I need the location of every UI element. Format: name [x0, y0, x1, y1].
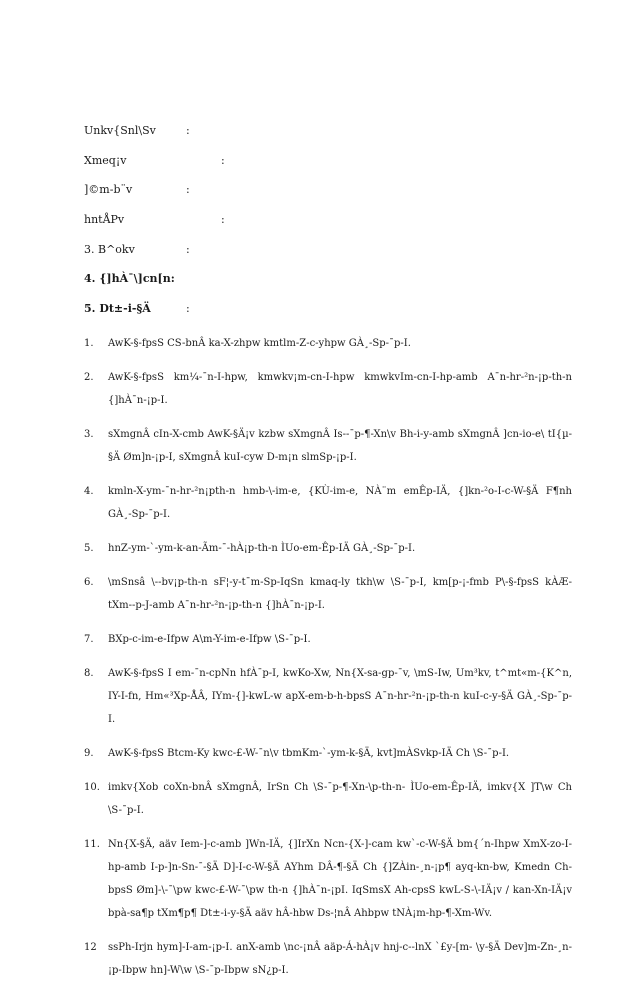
field-6: [84, 272, 175, 286]
list-item: [84, 742, 572, 765]
objectives-list: [84, 332, 572, 993]
list-item: [84, 628, 572, 651]
list-item: [84, 366, 572, 412]
item-text: kmln-X-ym-¯n-hr-²n¡pth-n hmb-\-im-e, {KÙ-im-e, NÀ¨m emÊp-IÄ, {]kn-²o-I-c-W-§Ä F¶nh GÀ¸-Sp-¯p-I.: [108, 486, 572, 520]
item-text: BXp-c-im-e-Ifpw A\m-Y-im-e-Ifpw \S-¯p-I.: [108, 634, 311, 645]
field-1: [84, 124, 190, 138]
field-2: [84, 154, 225, 168]
field-label: Unkv{Snl\Sv: [84, 124, 156, 137]
list-item: [84, 571, 572, 617]
item-text: AwK-§-fpsS Btcm-Ky kwc-£-W-¯n\v tbmKm-`-ym-k-§Ä, kvt]mÀSvkp-IÄ Ch \S-¯p-I.: [108, 748, 510, 759]
item-number: 4.: [84, 486, 94, 497]
field-4: [84, 213, 225, 227]
field-colon: :: [186, 124, 190, 137]
field-label: 4. {]hÀ¯\]cn[n:: [84, 272, 175, 285]
field-colon: :: [221, 213, 225, 226]
item-number: 5.: [84, 543, 94, 554]
item-text: AwK-§-fpsS CS-bnÂ ka-X-zhpw kmtlm-Z-c-yhpw GÀ¸-Sp-¯p-I.: [108, 338, 411, 349]
field-colon: :: [186, 243, 190, 256]
field-label: Xmeq¡v: [84, 154, 127, 167]
item-text: Nn{X-§Ä, aäv Iem-]-c-amb ]Wn-IÄ, {]IrXn Ncn-{X-]-cam kw`-c-W-§Ä bm{´n-Ihpw XmX-zo-I-hp-amb I-p-]n-Sn-¯-§Ä D]-I-c-W-§Ä AYhm DÂ-¶-§Ä Ch {]ZÀin-¸n-¡p¶ ayq-kn-bw, Kmedn Ch-bpsS Øm]-\-¯\pw kwc-£-W-¯\pw th-n {]hÀ¯n-¡pI. IqSmsX Ah-cpsS kwL-S-\-IÄ¡v / kan-Xn-IÄ¡v bpà-sa¶p tXm¶p¶ Dt±-i-y-§Ä aäv hÂ-hbw Ds-¦nÂ Ahbpw tNÀ¡m-hp-¶-Xm-Wv.: [108, 839, 572, 919]
item-text: AwK-§-fpsS km¼-¯n-I-hpw, kmwkv¡m-cn-I-hpw kmwkvIm-cn-I-hp-amb A¯n-hr-²n-¡p-th-n {]hÀ¯n-¡p-I.: [108, 372, 572, 406]
field-label: 5. Dt±-i-§Ä: [84, 302, 151, 315]
item-number: 7.: [84, 634, 94, 645]
item-number: 10.: [84, 782, 100, 793]
item-text: hnZ-ym-`-ym-k-an-Ãm-¯-hÀ¡p-th-n ÌUo-em-Êp-IÄ GÀ¸-Sp-¯p-I.: [108, 543, 416, 554]
field-label: 3. B^okv: [84, 243, 135, 256]
list-item: [84, 662, 572, 731]
item-number: 9.: [84, 748, 94, 759]
list-item: [84, 537, 572, 560]
field-7: [84, 302, 190, 316]
item-text: ssPh-Irjn hym]-I-am-¡p-I. anX-amb \nc-¡nÂ aäp-Á-hÀ¡v hnj-c--lnX `£y-[m- \y-§Ä Dev]m-Zn-¸n-¡p-Ibpw hn]-W\w \S-¯p-Ibpw sN¿p-I.: [108, 942, 572, 976]
field-label: ]©m-b¨v: [84, 183, 133, 196]
item-text: imkv{Xob coXn-bnÂ sXmgnÂ, IrSn Ch \S-¯p-¶-Xn-\p-th-n- ÌUo-em-Êp-IÄ, imkv{X ]T\w Ch \S-¯p-I.: [108, 782, 572, 816]
item-number: 1.: [84, 338, 94, 349]
item-number: 11.: [84, 839, 100, 850]
list-item: [84, 833, 572, 925]
list-item: [84, 423, 572, 469]
item-number: 6.: [84, 577, 94, 588]
field-3: [84, 183, 190, 197]
list-item: [84, 332, 572, 355]
item-number: 8.: [84, 668, 94, 679]
item-text: \mSnsâ \--bv¡p-th-n sF¦-y-t¯m-Sp-IqSn kmaq-ly tkh\w \S-¯p-I, km[p-¡-fmb P\-§-fpsS kÀÆ-tXm--p-J-amb A¯n-hr-²n-¡p-th-n {]hÀ¯n-¡p-I.: [108, 577, 572, 611]
field-colon: :: [186, 302, 190, 315]
field-colon: :: [186, 183, 190, 196]
field-colon: :: [221, 154, 225, 167]
item-text: sXmgnÂ cIn-X-cmb AwK-§Ä¡v kzbw sXmgnÂ Is--¯p-¶-Xn\v Bh-i-y-amb sXmgnÂ ]cn-io-e\ tI{µ-§Ä Øm]n-¡p-I, sXmgnÂ kuI-cyw D-m¡n slmSp-¡p-I.: [108, 429, 572, 463]
list-item: [84, 480, 572, 526]
item-number: 12: [84, 942, 97, 953]
list-item: [84, 776, 572, 822]
item-number: 3.: [84, 429, 94, 440]
item-text: AwK-§-fpsS I em-¯n-cpNn hfÀ¯p-I, kwKo-Xw, Nn{X-sa-gp-¯v, \mS-Iw, Um³kv, t^mt«m-{K^n, IY-I-fn, Hm«³Xp-ÅÂ, IYm-{]-kwL-w apX-em-b-h-bpsS A¯n-hr-²n-¡p-th-n kuI-c-y-§Ä GÀ¸-Sp-¯p-I.: [108, 668, 572, 725]
list-item: [84, 936, 572, 982]
item-number: 2.: [84, 372, 94, 383]
field-5: [84, 243, 190, 257]
field-label: hntÅPv: [84, 213, 125, 226]
